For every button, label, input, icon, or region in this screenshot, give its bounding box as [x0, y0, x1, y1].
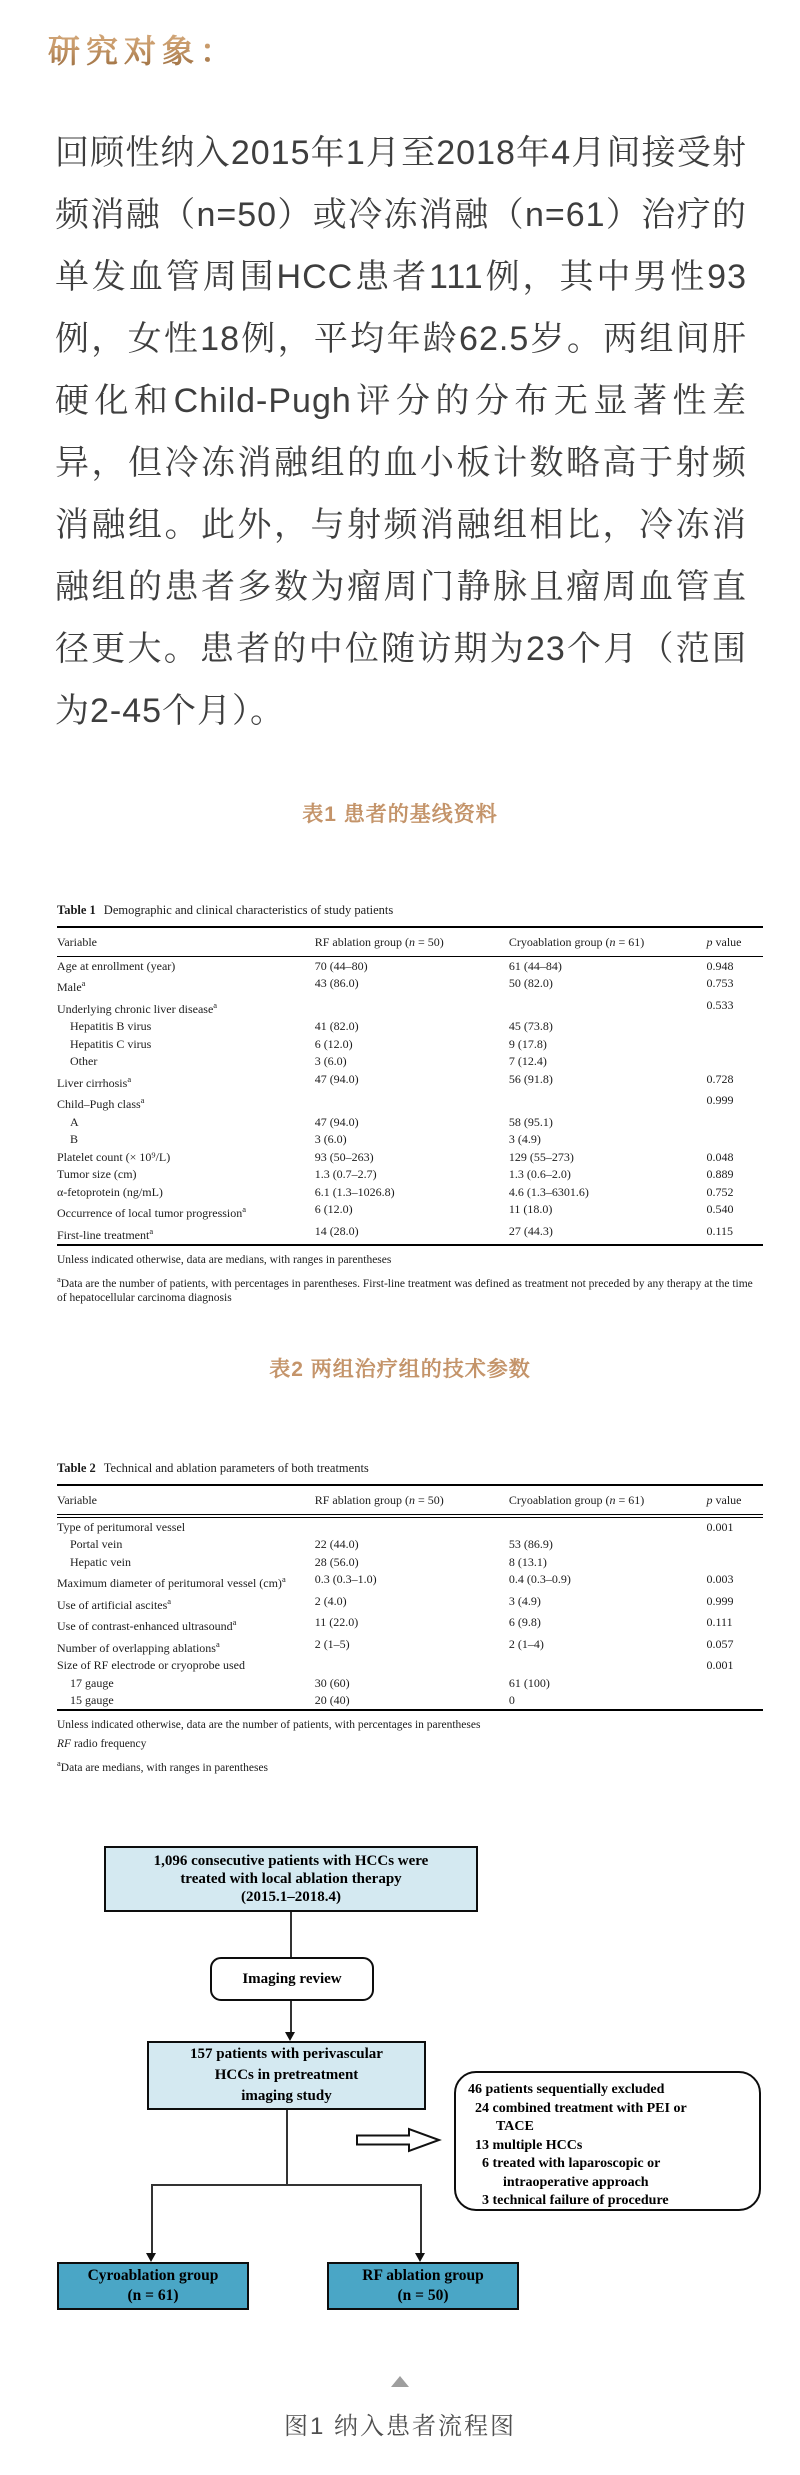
flow-box-line: 24 combined treatment with PEI or [475, 2100, 687, 2116]
table-cell: Tumor size (cm) [57, 1167, 137, 1181]
flow-box-line: imaging study [241, 2088, 332, 2104]
column-header: p value [707, 927, 764, 957]
intro-paragraph: 回顾性纳入2015年1月至2018年4月间接受射频消融（n=50）或冷冻消融（n=61）治疗的单发血管周围HCC患者111例，其中男性93例，女性18例，平均年龄62.5岁。两组间肝硬化和Child-Pugh评分的分布无显著性差异，但冷冻消融组的血小板计数略高于射频消融组。此外，与射频消融组相比，冷冻消融组的患者多数为瘤周门静脉且瘤周血管直径更大。患者的中位随访期为23个月（范围为2-45个月）。 [55, 134, 747, 730]
table-row [57, 1536, 763, 1554]
table-cell: 93 (50–263) [314, 1149, 374, 1164]
table-row [57, 1070, 763, 1092]
table-row [57, 1053, 763, 1071]
table-cell: B [70, 1132, 79, 1146]
table-cell: 20 (40) [314, 1693, 350, 1707]
table-cell [707, 1131, 764, 1149]
table-cell: 70 (44–80) [314, 958, 368, 973]
table-row [57, 1553, 763, 1571]
flow-box-line: treated with local ablation therapy [180, 1871, 402, 1887]
table-row [57, 1201, 763, 1223]
table-cell: Hepatitis C virus [70, 1036, 152, 1051]
connector-line [286, 2110, 288, 2184]
flow-box-line: HCCs in pretreatment [214, 2067, 359, 2083]
table-title [57, 903, 763, 918]
table-cell: 6 (12.0) [314, 1036, 353, 1051]
table-row [57, 1183, 763, 1201]
column-header: Cryoablation group (n = 61) [509, 927, 707, 957]
flow-box-perivascular [147, 2041, 426, 2110]
table-row [57, 1166, 763, 1184]
table1-caption: 表1 患者的基线资料 [302, 803, 498, 826]
table-footnote: $^a$Data are medians, with ranges in parentheses [57, 1758, 269, 1774]
table2 [57, 1461, 763, 1780]
table-title-text: Technical and ablation parameters of both treatments [103, 1461, 369, 1475]
table-cell: 58 (95.1) [508, 1114, 553, 1129]
table-cell: 0.540 [706, 1202, 734, 1216]
flow-box-line: (2015.1–2018.4) [241, 1889, 341, 1905]
table-footnote: Unless indicated otherwise, data are medians, with ranges in parentheses [57, 1253, 392, 1266]
table-cell: Number of overlapping ablations$^a$ [57, 1638, 220, 1655]
table-cell [707, 1053, 764, 1071]
table-cell: 0.889 [706, 1167, 734, 1181]
arrow-down-icon [146, 2253, 156, 2262]
table-footnote: $^a$Data are the number of patients, with percentages in parentheses. First-line treatment was defined as treatment not preceded by any therapy at the time of hepatocellular carcinoma diagnosis [57, 1273, 753, 1305]
table-row [57, 1571, 763, 1593]
table-cell: 0.003 [706, 1572, 734, 1586]
table-cell: 0 [508, 1693, 515, 1707]
table-row [57, 1516, 763, 1536]
flow-box-cryoablation-group [57, 2262, 249, 2310]
table-cell: Maximum diameter of peritumoral vessel (cm)$^a$ [57, 1574, 286, 1590]
table-cell [315, 1657, 509, 1675]
column-header: Cryoablation group (n = 61) [509, 1485, 707, 1516]
table-row [57, 1635, 763, 1657]
table-cell: 8 (13.1) [508, 1554, 547, 1569]
table-cell: Type of peritumoral vessel [57, 1519, 186, 1534]
table-cell: 7 (12.4) [508, 1054, 547, 1068]
table-cell: Child–Pugh class$^a$ [57, 1095, 145, 1111]
flow-box-rf-ablation-group [327, 2262, 519, 2310]
table2-caption: 表2 两组治疗组的技术参数 [269, 1358, 531, 1381]
table-cell: 3 (6.0) [314, 1054, 347, 1068]
table-cell: Portal vein [70, 1537, 123, 1551]
table-cell: 6.1 (1.3–1026.8) [314, 1184, 395, 1199]
table-cell [315, 996, 509, 1018]
table-row [57, 1692, 763, 1711]
table-cell: 6 (9.8) [508, 1615, 541, 1629]
connector-line [290, 2001, 292, 2033]
table-cell: Hepatitis B virus [70, 1019, 152, 1033]
table-title-text: Demographic and clinical characteristics of study patients [103, 903, 394, 917]
table-cell: 2 (4.0) [314, 1593, 347, 1608]
table-cell: Platelet count (× 10⁹/L) [57, 1149, 171, 1164]
table-cell: 2 (1–5) [314, 1636, 350, 1651]
flow-box-line: TACE [496, 2119, 534, 2134]
table-cell [707, 1692, 764, 1711]
flow-box-initial-cohort [104, 1846, 478, 1912]
table-row [57, 1092, 763, 1114]
table-footnote: RF radio frequency [57, 1738, 147, 1750]
header-row [57, 1485, 763, 1516]
table-row [57, 1657, 763, 1675]
table-cell: Occurrence of local tumor progression$^a$ [57, 1204, 247, 1220]
column-header: Variable [57, 927, 315, 957]
column-header: RF ablation group (n = 50) [315, 1485, 509, 1516]
table-cell: 3 (4.9) [508, 1593, 541, 1608]
flow-box-line: 6 treated with laparoscopic or [482, 2156, 661, 2171]
table-title [57, 1461, 763, 1476]
table-cell: Use of contrast-enhanced ultrasound$^a$ [57, 1617, 237, 1633]
table-footnotes [57, 1253, 763, 1307]
table-cell [707, 1035, 764, 1053]
table-cell: 0.533 [706, 997, 734, 1012]
table1 [57, 903, 763, 1310]
column-header: Variable [57, 1485, 315, 1516]
table-cell: 0.999 [706, 1093, 734, 1107]
flow-box-exclusions [454, 2071, 761, 2211]
table-cell: 61 (100) [508, 1675, 550, 1690]
table-cell [707, 1674, 764, 1692]
table-row [57, 1592, 763, 1614]
right-arrow-icon [355, 2127, 443, 2153]
table-cell: 2 (1–4) [508, 1636, 544, 1651]
flow-box-line: (n = 61) [127, 2287, 179, 2304]
figure-caption: 图1 纳入患者流程图 [283, 2413, 516, 2440]
table-cell: 6 (12.0) [314, 1202, 353, 1216]
table-cell: 0.115 [706, 1223, 734, 1238]
table-cell: 17 gauge [70, 1675, 114, 1690]
table-cell: 43 (86.0) [314, 976, 359, 990]
table-cell [509, 996, 707, 1018]
flow-box-line: (n = 50) [397, 2287, 449, 2304]
table-cell: 0.752 [706, 1184, 734, 1199]
table-row [57, 1131, 763, 1149]
table-cell: 41 (82.0) [314, 1019, 359, 1033]
table-footnote: Unless indicated otherwise, data are the number of patients, with percentages in parentheses [57, 1719, 481, 1731]
flow-box-line: 157 patients with perivascular [190, 2046, 383, 2062]
table-cell: 0.999 [706, 1593, 734, 1608]
flow-box-line: RF ablation group [362, 2267, 484, 2284]
table-cell: 0.048 [706, 1149, 734, 1164]
table-row [57, 1035, 763, 1053]
table-cell: 61 (44–84) [508, 958, 562, 973]
arrow-down-icon [285, 2032, 295, 2041]
table-cell: 0.001 [706, 1519, 734, 1534]
collapse-triangle-icon [391, 2376, 409, 2387]
connector-line [151, 2184, 153, 2254]
data-table [57, 926, 763, 1246]
table-cell: 14 (28.0) [314, 1223, 359, 1238]
table-row [57, 1113, 763, 1131]
column-header: RF ablation group (n = 50) [315, 927, 509, 957]
table-title-label: Table 2 [57, 1461, 96, 1475]
table-cell [315, 1516, 509, 1536]
connector-line [151, 2184, 421, 2186]
table-cell: 0.057 [706, 1636, 734, 1651]
table-cell: Age at enrollment (year) [57, 958, 176, 973]
patient-flowchart [0, 1840, 800, 2320]
flow-box-line: 13 multiple HCCs [475, 2137, 583, 2153]
table-cell: 56 (91.8) [508, 1071, 553, 1086]
table-cell: A [70, 1114, 79, 1129]
table-title-label: Table 1 [57, 903, 96, 917]
table-cell [509, 1516, 707, 1536]
header-row [57, 927, 763, 957]
table-cell: Underlying chronic liver disease$^a$ [57, 999, 218, 1016]
table-cell [707, 1113, 764, 1131]
table-cell: 0.001 [706, 1658, 734, 1672]
table-cell: Male$^a$ [57, 978, 86, 994]
section-heading: 研究对象： [48, 26, 238, 72]
flow-box-line: 1,096 consecutive patients with HCCs were [153, 1853, 429, 1869]
table-cell: Use of artificial ascites$^a$ [57, 1595, 172, 1612]
table-cell: 0.948 [706, 958, 734, 973]
table-cell: 0.3 (0.3–1.0) [314, 1572, 377, 1586]
table-cell: 0.753 [706, 976, 734, 990]
flow-box-line: 3 technical failure of procedure [482, 2193, 669, 2208]
column-header: p value [707, 1485, 764, 1516]
table-row [57, 1148, 763, 1166]
flow-box-line: Cyroablation group [87, 2267, 219, 2284]
table-cell: Other [70, 1054, 98, 1068]
table-row [57, 996, 763, 1018]
table-cell: 30 (60) [314, 1675, 350, 1690]
table-cell [707, 1018, 764, 1036]
table-cell [315, 1092, 509, 1114]
table-cell: 3 (6.0) [314, 1132, 347, 1146]
table-row [57, 1222, 763, 1245]
table-cell [707, 1553, 764, 1571]
table-cell: 129 (55–273) [508, 1149, 574, 1164]
table-cell: 9 (17.8) [508, 1036, 547, 1051]
table-cell [509, 1092, 707, 1114]
table-cell: 15 gauge [70, 1693, 114, 1707]
table-cell [707, 1536, 764, 1554]
table-cell: Size of RF electrode or cryoprobe used [57, 1658, 245, 1672]
table-cell: α-fetoprotein (ng/mL) [57, 1184, 163, 1199]
table-cell: Hepatic vein [70, 1554, 131, 1569]
table-cell: 0.4 (0.3–0.9) [508, 1572, 571, 1586]
table-footnotes [57, 1718, 763, 1776]
table-cell: 22 (44.0) [314, 1537, 359, 1551]
table-cell: 28 (56.0) [314, 1554, 359, 1569]
table-cell: 53 (86.9) [508, 1537, 553, 1551]
table-cell: 0.111 [706, 1615, 733, 1629]
table-row [57, 1018, 763, 1036]
table-cell: 47 (94.0) [314, 1071, 359, 1086]
table-row [57, 1674, 763, 1692]
table-row [57, 1614, 763, 1636]
table-cell: 1.3 (0.6–2.0) [508, 1167, 571, 1181]
data-table [57, 1484, 763, 1711]
flow-box-imaging-review: Imaging review [210, 1957, 374, 2001]
table-cell: Liver cirrhosis$^a$ [57, 1073, 132, 1090]
table-cell: 11 (18.0) [508, 1202, 553, 1216]
table-cell: First-line treatment$^a$ [57, 1225, 154, 1242]
table-row [57, 975, 763, 997]
flow-box-line: intraoperative approach [503, 2174, 649, 2190]
table-cell: 3 (4.9) [508, 1132, 541, 1146]
table-cell: 47 (94.0) [314, 1114, 359, 1129]
table-cell: 0.728 [706, 1071, 734, 1086]
table-cell: 50 (82.0) [508, 976, 553, 990]
table-cell [509, 1657, 707, 1675]
connector-line [290, 1912, 292, 1957]
table-cell: 4.6 (1.3–6301.6) [508, 1184, 589, 1199]
table-cell: 1.3 (0.7–2.7) [314, 1167, 377, 1181]
table-cell: 27 (44.3) [508, 1223, 553, 1238]
table-cell: 45 (73.8) [508, 1019, 553, 1033]
flow-box-line: 46 patients sequentially excluded [468, 2082, 665, 2097]
table-row [57, 957, 763, 975]
table-cell: 11 (22.0) [314, 1615, 359, 1629]
arrow-down-icon [415, 2253, 425, 2262]
connector-line [420, 2184, 422, 2254]
